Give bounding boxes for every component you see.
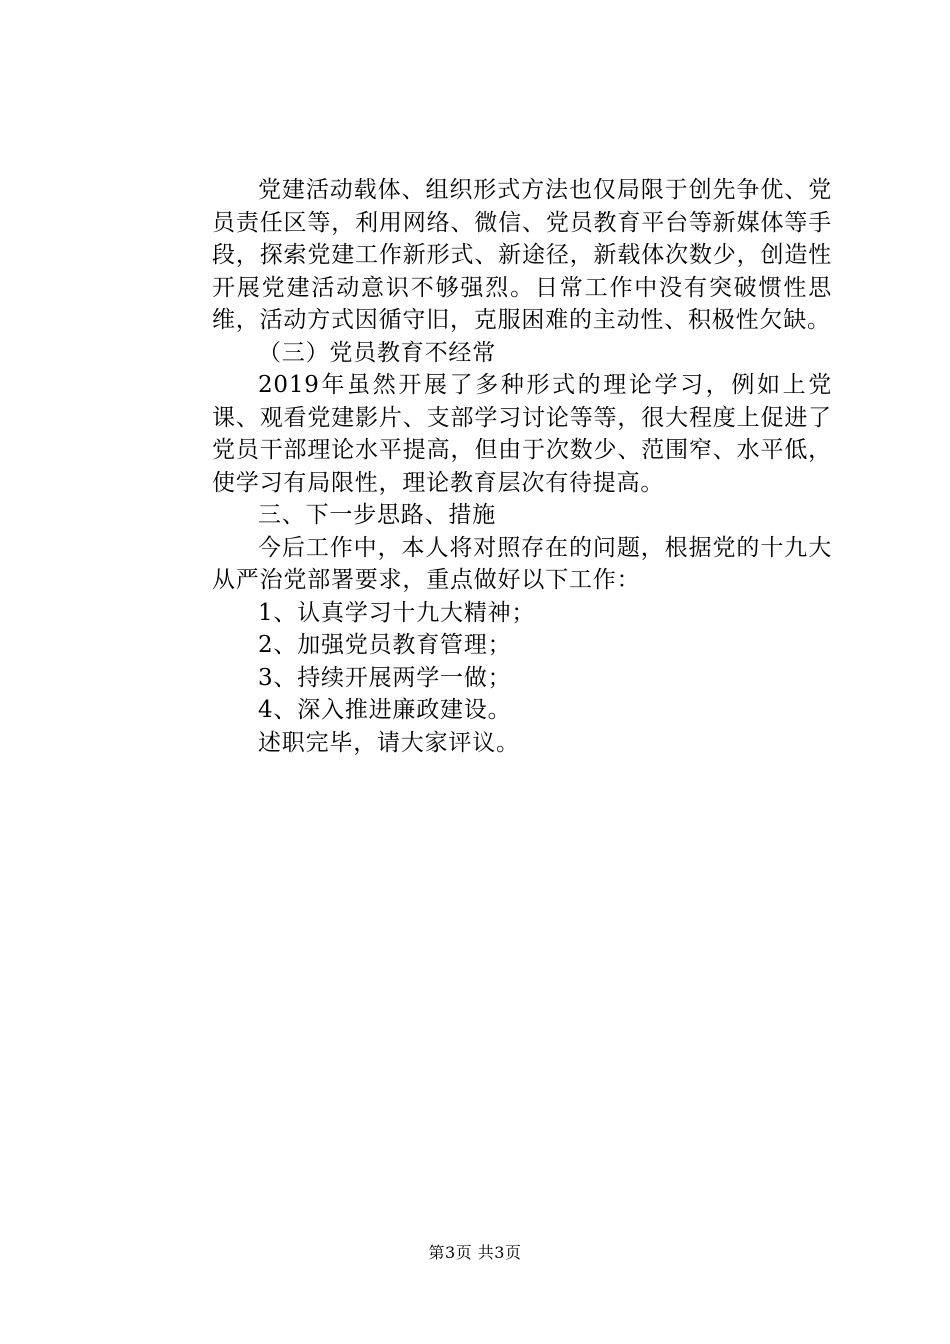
heading-next-steps: 三、下一步思路、措施 — [258, 502, 496, 528]
paragraph-party-activities: 党建活动载体、组织形式方法也仅局限于创先争优、党员责任区等，利用网络、微信、党员教育平台等新媒体等手段，探索党建工作新形式、新途径，新载体次数少，创造性开展党建活动意识不够强烈。日常工作中没有突破惯性思维，活动方式因循守旧，克服困难的主动性、积极性欠缺。 — [212, 177, 832, 333]
heading-party-education: （三）党员教育不经常 — [258, 339, 496, 366]
list-item-4: 4、深入推进廉政建设。 — [258, 697, 512, 723]
paragraph-closing: 述职完毕，请大家评议。 — [258, 729, 520, 756]
list-item-2: 2、加强党员教育管理； — [258, 632, 512, 658]
paragraph-future-work: 今后工作中，本人将对照存在的问题，根据党的十九大从严治党部署要求，重点做好以下工作： — [212, 534, 832, 593]
document-body — [212, 174, 832, 759]
list-item-1: 1、认真学习十九大精神； — [258, 599, 536, 626]
page-footer: 第3页 共3页 — [428, 1243, 522, 1262]
list-item-3: 3、持续开展两学一做； — [258, 664, 512, 691]
paragraph-theory-study: 2019年虽然开展了多种形式的理论学习，例如上党课、观看党建影片、支部学习讨论等等，很大程度上促进了党员干部理论水平提高，但由于次数少、范围窄、水平低，使学习有局限性，理论教育层次有待提高。 — [212, 372, 832, 496]
